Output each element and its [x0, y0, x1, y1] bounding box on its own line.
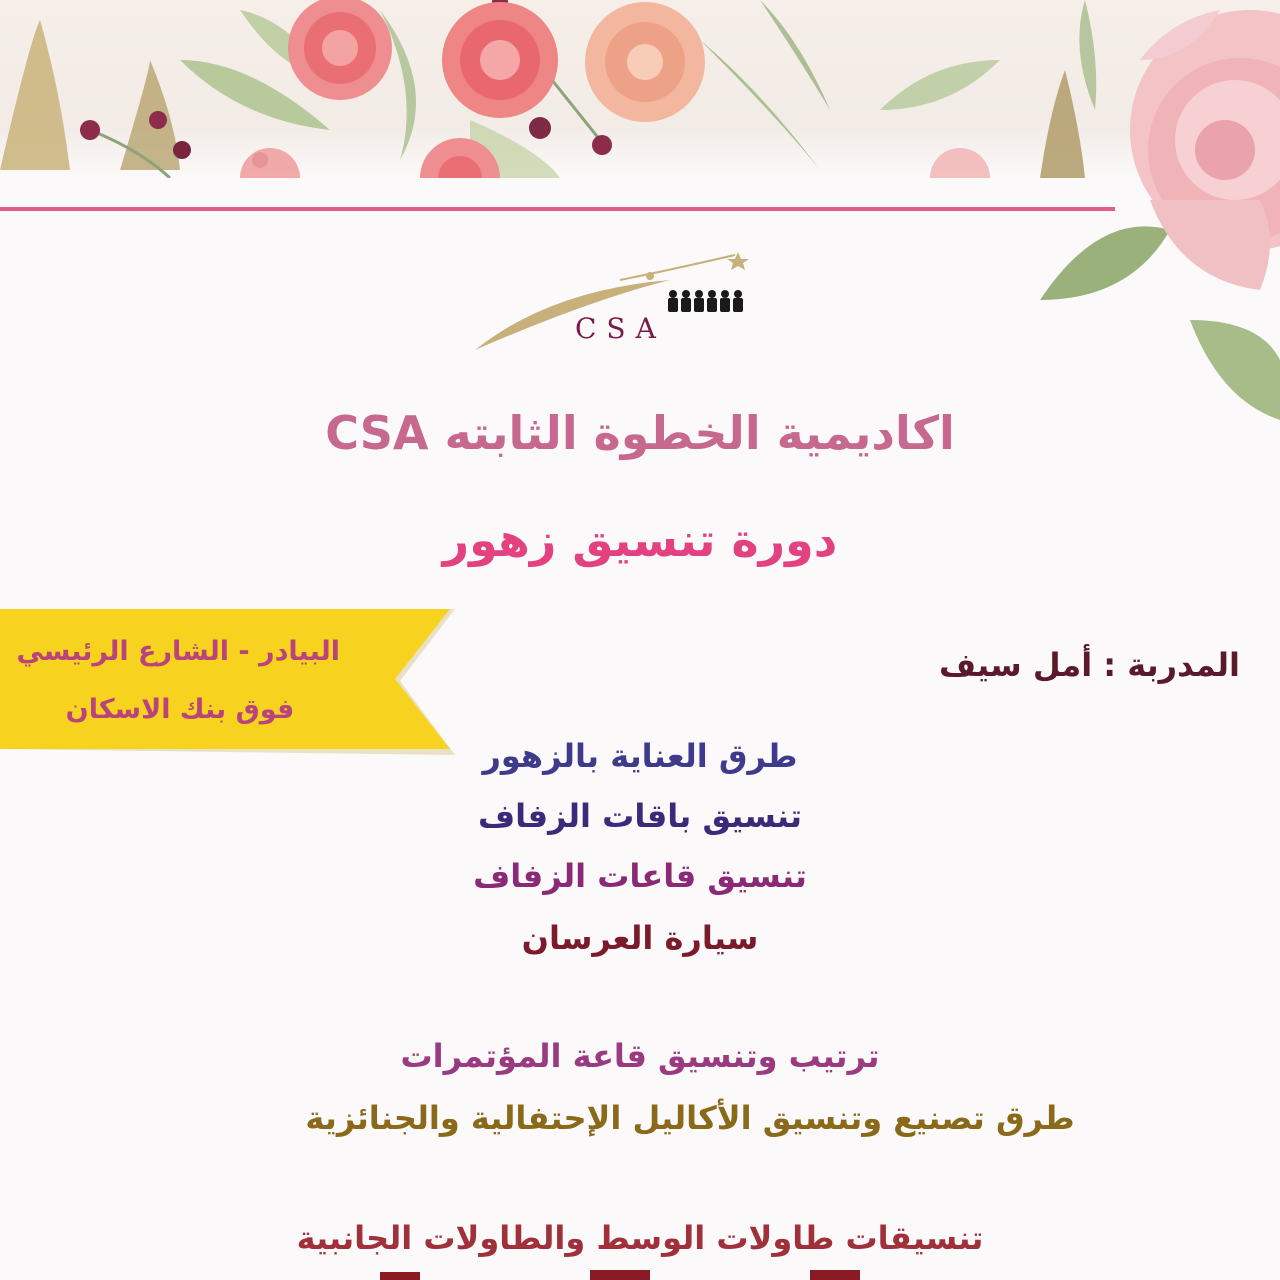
academy-title: اكاديمية الخطوة الثابته CSA: [325, 406, 955, 460]
topic-item: تنسيق قاعات الزفاف: [473, 857, 807, 895]
topic-item: ترتيب وتنسيق قاعة المؤتمرات: [400, 1037, 880, 1075]
topic-item: سيارة العرسان: [521, 919, 759, 957]
location-line-2: فوق بنك الاسكان: [65, 694, 295, 725]
topic-item: طرق العناية بالزهور: [482, 737, 798, 775]
topic-item: طرق تصنيع وتنسيق الأكاليل الإحتفالية والجنائزية: [305, 1099, 1075, 1137]
peony-illustration: [1020, 0, 1280, 440]
logo-text: CSA: [575, 312, 666, 345]
course-title: دورة تنسيق زهور: [442, 513, 838, 567]
cut-off-text-fragment: [380, 1266, 860, 1280]
location-line-1: البيادر - الشارع الرئيسي: [16, 636, 340, 667]
topic-item: تنسيق باقات الزفاف: [477, 797, 802, 835]
divider-line: [0, 207, 1115, 211]
topic-item: تنسيقات طاولات الوسط والطاولات الجانبية: [296, 1219, 984, 1257]
trainer-name: المدربة : أمل سيف: [939, 646, 1240, 684]
